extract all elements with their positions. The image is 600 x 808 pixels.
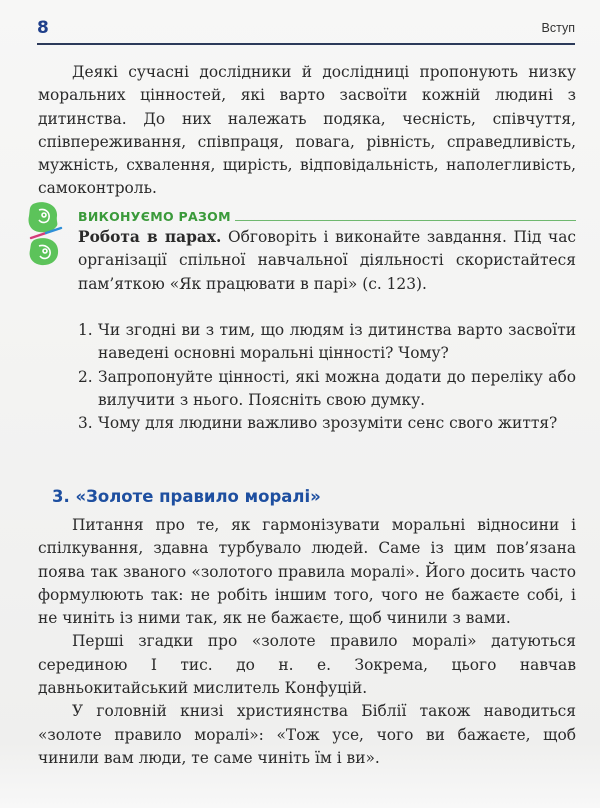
task-number: 3. [78, 414, 93, 433]
task-text: Чому для людини важливо зрозуміти сенс свого життя? [98, 414, 558, 433]
task-list [78, 319, 576, 435]
task-item [78, 366, 576, 413]
activity-lead-bold: Робота в парах. [78, 228, 222, 246]
task-text: Запропонуйте цінності, які можна додати до переліку або вилучити з нього. Поясніть свою думку. [98, 367, 576, 409]
page-header [37, 18, 575, 44]
header-divider [37, 43, 575, 45]
task-text: Чи згодні ви з тим, що людям із дитинства варто засвоїти наведені основні моральні цінності? Чому? [98, 321, 576, 363]
section-paragraph: Питання про те, як гармонізувати моральні відносини і спілкування, здавна турбувало людей. Саме із цим пов’язана поява так званого «золотого правила моралі». Його досить часто формулюють так: не робіть іншим того, чого не бажаєте собі, і не чиніть із ними так, як не бажаєте, щоб чинили з вами. [38, 516, 576, 628]
task-item [78, 319, 576, 366]
intro-paragraph: Деякі сучасні дослідники й дослідниці пропонують низку моральних цінностей, які варто засвоїти кожній людині з дитинства. До них належать подяка, чесність, співчуття, співпереживання, співпраця, повага, рівність, справедливість, мужність, схвалення, щирість, відповідальність, наполегливість, самоконтроль. [38, 63, 576, 198]
task-number: 1. [78, 321, 93, 339]
activity-instructions [78, 226, 576, 296]
section-paragraph: Перші згадки про «золоте правило моралі» датуються серединою І тис. до н. е. Зокрема, цього навчав давньокитайський мислитель Конфуцій. [38, 632, 576, 698]
pair-work-icon [25, 200, 65, 270]
task-number: 2. [78, 367, 93, 386]
activity-title-rule [235, 220, 576, 221]
running-section-name: Вступ [541, 21, 575, 35]
section-heading: 3. «Золоте правило моралі» [52, 487, 321, 506]
task-item [78, 412, 576, 435]
intro-paragraph-block [38, 61, 576, 201]
activity-lead [78, 226, 576, 296]
activity-title-bar [78, 204, 576, 224]
activity-lead-text: Обговоріть і виконайте завдання. Під час організації спільної навчальної діяльності скористайтеся пам’яткою «Як працювати в парі» (с. 123). [78, 228, 576, 293]
section-body [38, 514, 576, 770]
page-number: 8 [37, 18, 49, 38]
section-paragraph: У головній книзі християнства Біблії також наводиться «золоте правило моралі»: «Тож усе, чого ви бажаєте, щоб чинили вам люди, те саме чиніть їм і ви». [38, 702, 576, 767]
activity-title: ВИКОНУЄМО РАЗОМ [78, 209, 231, 224]
